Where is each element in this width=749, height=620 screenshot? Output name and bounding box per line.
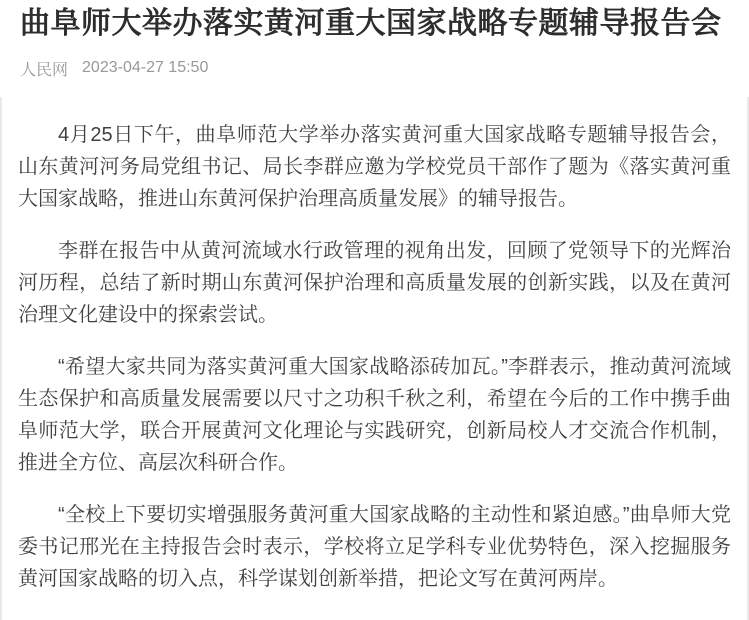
paragraph: “全校上下要切实增强服务黄河重大国家战略的主动性和紧迫感。”曲阜师大党委书记邢光在主持报告会时表示，学校将立足学科专业优势特色，深入挖掘服务黄河国家战略的切入点，科学谋划创新举措，把论文写在黄河两岸。 (18, 504, 731, 590)
source-label: 人民网 (20, 61, 69, 79)
paragraph: 李群在报告中从黄河流域水行政管理的视角出发，回顾了党领导下的光辉治河历程，总结了新时期山东黄河保护治理和高质量发展的创新实践，以及在黄河治理文化建设中的探索尝试。 (18, 240, 731, 326)
paragraph: “希望大家共同为落实黄河重大国家战略添砖加瓦。”李群表示，推动黄河流域生态保护和高质量发展需要以尺寸之功积千秋之利，希望在今后的工作中携手曲阜师范大学，联合开展黄河文化理论与实践研究，创新局校人才交流合作机制，推进全方位、高层次科研合作。 (18, 356, 731, 474)
header-spacer (20, 79, 729, 97)
article-header (0, 0, 749, 97)
article-title: 曲阜师大举办落实黄河重大国家战略专题辅导报告会 (20, 7, 722, 40)
paragraph: 4月25日下午，曲阜师范大学举办落实黄河重大国家战略专题辅导报告会，山东黄河河务局党组书记、局长李群应邀为学校党员干部作了题为《落实黄河重大国家战略，推进山东黄河保护治理高质量发展》的辅导报告。 (18, 124, 731, 210)
article-meta (20, 57, 729, 79)
article-body (0, 97, 749, 620)
publish-datetime: 2023-04-27 15:50 (82, 59, 209, 76)
